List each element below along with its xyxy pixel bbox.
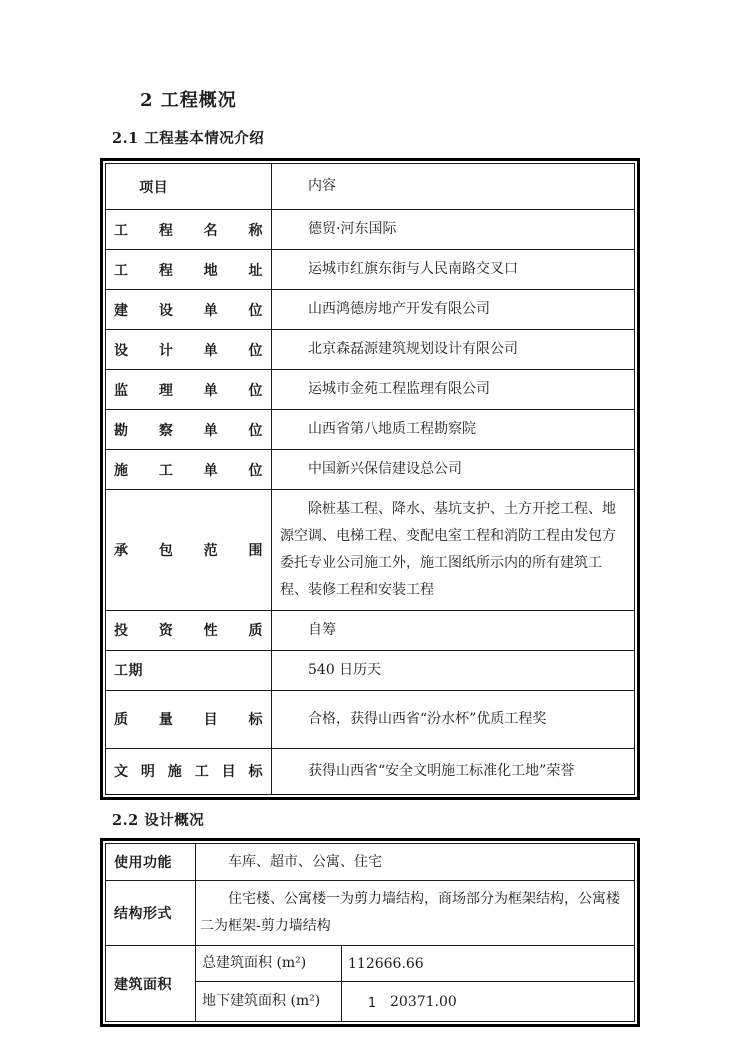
row-content: 自筹 [272, 610, 635, 650]
area-label: 建筑面积 [106, 946, 196, 1022]
row-label: 设计单位 [106, 330, 272, 370]
row-content: 获得山西省“安全文明施工标准化工地”荣誉 [272, 748, 635, 794]
table-row [106, 843, 635, 881]
row-label: 承包范围 [106, 490, 272, 611]
table-header-row [106, 164, 635, 210]
row-content: 运城市红旗东街与人民南路交叉口 [272, 250, 635, 290]
table-row [106, 748, 635, 794]
table-row [106, 450, 635, 490]
section-title-basic-info: 2.1 工程基本情况介绍 [112, 130, 265, 147]
row-content: 山西鸿德房地产开发有限公司 [272, 290, 635, 330]
row-content: 运城市金苑工程监理有限公司 [272, 370, 635, 410]
table-row [106, 650, 635, 690]
table-row [106, 250, 635, 290]
table-row [106, 610, 635, 650]
table-row [106, 490, 635, 611]
area-sublabel: 地下建筑面积 (m²) [196, 982, 342, 1022]
table-row [106, 690, 635, 748]
row-content: 中国新兴保信建设总公司 [272, 450, 635, 490]
row-label: 工程地址 [106, 250, 272, 290]
row-content: 住宅楼、公寓楼一为剪力墙结构，商场部分为框架结构，公寓楼二为框架-剪力墙结构 [196, 881, 635, 946]
row-content: 合格，获得山西省“汾水杯”优质工程奖 [272, 690, 635, 748]
row-label: 质量目标 [106, 690, 272, 748]
row-label: 使用功能 [106, 843, 196, 881]
row-content: 540 日历天 [272, 650, 635, 690]
row-content: 除桩基工程、降水、基坑支护、土方开挖工程、地源空调、电梯工程、变配电室工程和消防工程由发包方委托专业公司施工外，施工图纸所示内的所有建筑工程、装修工程和安装工程 [272, 490, 635, 611]
row-content: 车库、超市、公寓、住宅 [196, 843, 635, 881]
row-label: 结构形式 [106, 881, 196, 946]
row-label: 监理单位 [106, 370, 272, 410]
project-info-table [100, 158, 640, 800]
table-row [106, 410, 635, 450]
table-header-label: 项目 [106, 164, 272, 210]
table-row [106, 330, 635, 370]
page-number: 1 [367, 996, 377, 1011]
table-row [106, 370, 635, 410]
area-value: 20371.00 [342, 982, 635, 1022]
area-sublabel: 总建筑面积 (m²) [196, 946, 342, 982]
page-title: 2 工程概况 [140, 90, 237, 111]
row-label: 建设单位 [106, 290, 272, 330]
row-label: 投资性质 [106, 610, 272, 650]
table-row [106, 210, 635, 250]
row-label: 文明施工目标 [106, 748, 272, 794]
row-label: 工程名称 [106, 210, 272, 250]
row-label: 勘察单位 [106, 410, 272, 450]
area-value: 112666.66 [342, 946, 635, 982]
table-row [106, 290, 635, 330]
row-label: 工期 [106, 650, 272, 690]
table-row [106, 881, 635, 946]
design-table-body [106, 843, 635, 1022]
row-label: 施工单位 [106, 450, 272, 490]
section-title-design: 2.2 设计概况 [112, 811, 205, 829]
project-table-body [106, 210, 635, 795]
row-content: 北京森磊源建筑规划设计有限公司 [272, 330, 635, 370]
row-content: 德贸·河东国际 [272, 210, 635, 250]
table-header-content: 内容 [272, 164, 635, 210]
row-content: 山西省第八地质工程勘察院 [272, 410, 635, 450]
table-row [106, 946, 635, 982]
